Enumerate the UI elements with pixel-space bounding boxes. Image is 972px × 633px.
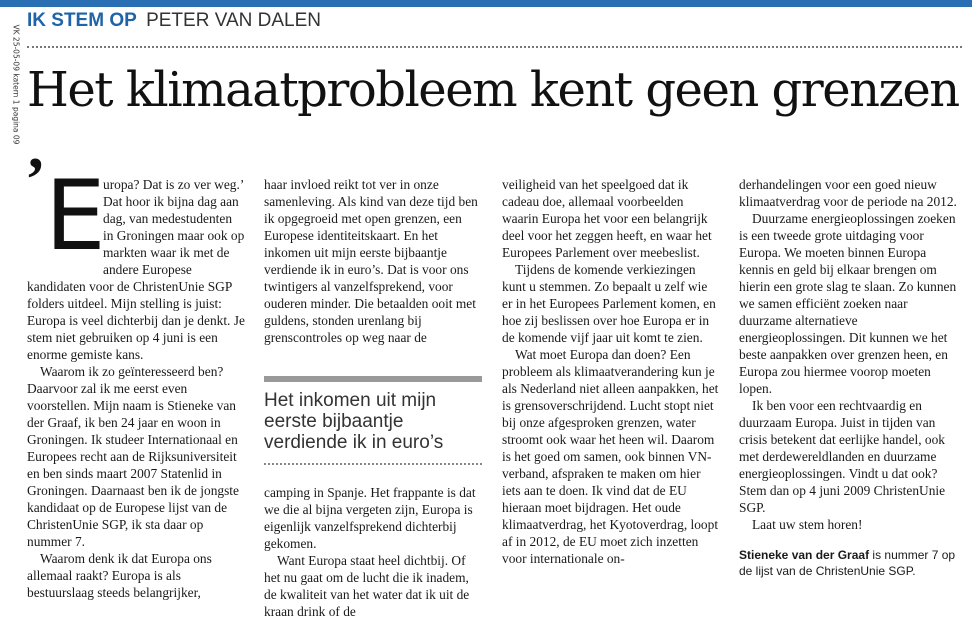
author-name: Stieneke van der Graaf — [739, 548, 870, 562]
paragraph: Duurzame energieoplossingen zoeken is een tweede grote uitdaging voor Europa. We moeten binnen Europa kennis en geld bij elkaar brengen om hierin een grote slag te slaan. Zo kunnen we samen efficiënt zoeken naar duurzame alternatieve energieoplossingen. Dit kunnen we het beste aanpakken over grenzen heen, en Europa zou hiermee voorop moeten lopen. — [739, 211, 957, 396]
column-4 — [739, 176, 957, 579]
paragraph: veiligheid van het speelgoed dat ik cadeau doe, allemaal voorbeelden waarin Europa het voor een belangrijk deel voor het zeggen heeft, en waar het Europees Parlement over meebeslist. — [502, 177, 712, 260]
column-3 — [502, 176, 720, 567]
dropcap-letter: E — [45, 160, 106, 272]
paragraph: Waarom denk ik dat Europa ons allemaal raakt? Europa is als bestuurslaag steeds belangrijker, — [27, 551, 212, 600]
paragraph: camping in Spanje. Het frappante is dat we die al bijna vergeten zijn, Europa is eigenlijk vanzelfsprekend dichterbij gekomen. — [264, 485, 476, 551]
column-2-top — [264, 176, 482, 346]
paragraph: Wat moet Europa dan doen? Een probleem als klimaatverandering kun je als Nederland niet alleen aanpakken, het is grensoverschrijdend. Lucht stopt niet bij onze afgesproken grenzen, water stroomt ook waar het heen wil. Daarom is het goed om samen, ook binnen VN-verband, afspraken te maken om hier iets aan te doen. Ik vind dat de EU hieraan moet bijdragen. Het oude klimaatverdrag, het Kyotoverdrag, loopt af in 2012, de EU moet zich inzetten voor internationale on- — [502, 347, 719, 566]
pull-quote — [264, 376, 482, 465]
page-slug-text: VK 25-05-09 katern 1 pagina 09 — [11, 24, 21, 145]
paragraph: Tijdens de komende verkiezingen kunt u stemmen. Zo bepaalt u zelf wie er in het Europees Parlement komen, en hoe zij beslissen over hoe Europa er in de komende vijf jaar uit komt te zien. — [502, 262, 716, 345]
kicker-divider — [27, 46, 962, 48]
column-2-bottom — [264, 484, 482, 620]
paragraph: Want Europa staat heel dichtbij. Of het nu gaat om de lucht die ik inadem, de kwaliteit van het water dat ik uit de kraan drink of de — [264, 553, 470, 619]
dropcap — [25, 146, 106, 272]
dropcap-quote: ’ — [25, 146, 46, 214]
column-1 — [25, 146, 245, 601]
paragraph: derhandelingen voor een goed nieuw klimaatverdrag voor de periode na 2012. — [739, 177, 957, 209]
pull-quote-text: Het inkomen uit mijn eerste bijbaantje verdiende ik in euro’s — [264, 390, 444, 453]
pull-quote-divider — [264, 463, 482, 465]
kicker-label: IK STEM OP — [27, 10, 137, 31]
paragraph: Waarom ik zo geïnteresseerd ben? Daarvoor zal ik me eerst even voorstellen. Mijn naam is Stieneke van der Graaf, ik ben 24 jaar en woon in Groningen. Ik studeer Internationaal en Europees recht aan de Rijksuniversiteit en ben sinds maart 2007 Statenlid in Groningen. Daarnaast ben ik de jongste kandidaat op de Europese lijst van de ChristenUnie SGP, ik sta daar op nummer 7. — [27, 364, 239, 549]
paragraph: haar invloed reikt tot ver in onze samenleving. Als kind van deze tijd ben ik opgegroeid met open grenzen, een Europese identiteitskaart. En het inkomen uit mijn eerste bijbaantje verdiende ik in euro’s. Dat is voor ons twintigers al vanzelfsprekend, voor ouderen minder. Die betaalden ooit met guldens, stonden urenlang bij grenscontroles op weg naar de — [264, 177, 478, 345]
author-bio — [739, 547, 957, 579]
article-headline: Het klimaatprobleem kent geen grenzen — [27, 62, 959, 118]
paragraph: Laat uw stem horen! — [752, 517, 863, 532]
section-kicker — [27, 10, 321, 32]
paragraph: Ik ben voor een rechtvaardig en duurzaam Europa. Juist in tijden van crisis betekent dat eerlijke handel, ook met derdewereldlanden en duurzame energieoplossingen. Vindt u dat ook? Stem dan op 4 juni 2009 ChristenUnie SGP. — [739, 398, 946, 515]
kicker-name: PETER VAN DALEN — [146, 10, 321, 31]
pull-quote-bar — [264, 376, 482, 382]
author-bio-text: is nummer 7 op de lijst van de ChristenUnie SGP. — [739, 548, 956, 578]
top-color-bar — [0, 0, 972, 7]
paragraph: uropa? Dat is zo ver weg.’ Dat hoor ik bijna dag aan dag, van medestudenten in Groningen maar ook op markten waar ik met de andere Europese kandidaten voor de ChristenUnie SGP folders uitdeel. Mijn stelling is juist: Europa is veel dichterbij dan je denkt. Je stem niet gebruiken op 4 juni is een enorme gemiste kans. — [27, 177, 245, 362]
page-slug — [8, 24, 22, 150]
